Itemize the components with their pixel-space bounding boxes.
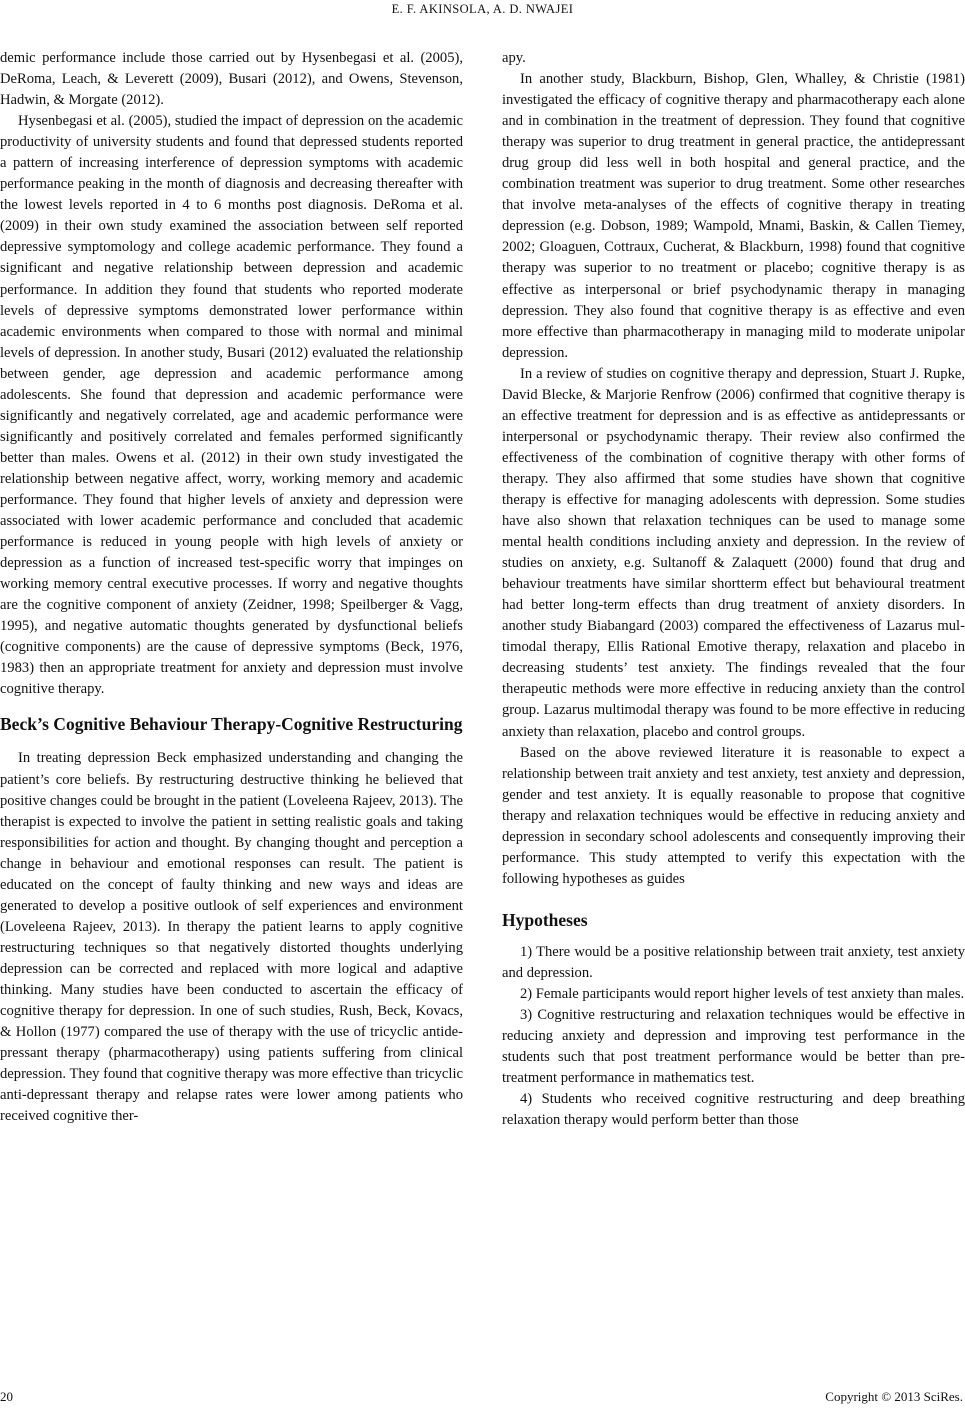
paragraph: Hysenbegasi et al. (2005), studied the impact of depression on the academic productivity of university students and found that depressed students reported a pattern of increasing interference of depression symptoms with academic performance peaking in the month of diagnosis and decreasing thereafter with the lowest levels reported in 4 to 6 months post diagnosis. DeRoma et al. (2009) in their own study examined the association between self reported depressive symptomology and college academic performance. They found a significant and negative relationship between depression and academic performance. In addition they found that students who reported moderate levels of depressive symptoms demonstrated lower performance within academic environments when compared to those with normal and minimal levels of depression. In another study, Busari (2012) evaluated the relationship between gender, age depression and academic performance among adolescents. She found that depression and academic performance were significantly and negatively correlated, age and academic performance were significantly and positively correlated and females performed significantly better than males. Owens et al. (2012) in their own study investigated the relationship between negative affect, worry, working memory and academic performance. They found that higher levels of anxiety and depression were associated with lower academic performance and concluded that academic performance is reduced in young people with high levels of anxiety or depression as a function of increased test-specific worry that impinges on working memory central executive processes. If worry and negative thoughts are the cognitive component of anxiety (Zeidner, 1998; Speilberger & Vagg, 1995), and negative automatic thoughts generated by dysfunctional beliefs (cognitive components) are the cause of depressive symptoms (Beck, 1976, 1983) then an appropriate treatment for anxiety and depression must involve cognitive therapy. <box>0 113 463 698</box>
paragraph: In another study, Blackburn, Bishop, Glen, Whalley, & Christie (1981) investigated the efficacy of cognitive therapy and pharmacotherapy each alone and in combination in the treatment of depression. They found that cognitive therapy was superior to drug treatment in general practice, the antidepressant drug group did less well in both hospital and general practice, and the combination treatment was superior to drug treatment. Some other researches that involve meta-analyses of the effects of cognitive therapy in treating depression (e.g. Dobson, 1989; Wampold, Mnami, Baskin, & Callen Tiemey, 2002; Gloaguen, Cottraux, Cucherat, & Blackburn, 1998) found that cognitive therapy was superior to no treatment or placebo; cognitive therapy is as effective as interpersonal or brief psychodynamic therapy in managing depression. They also found that cognitive therapy is as effective and even more effective than pharmacotherapy in managing mild to moderate unipolar depression. <box>502 71 965 361</box>
hypothesis-item: 1) There would be a positive relationship between trait anxiety, test anxiety and depression. <box>502 943 965 981</box>
copyright-notice: Copyright © 2013 SciRes. <box>825 1389 963 1404</box>
page-number: 20 <box>0 1389 13 1404</box>
paragraph: In treating depression Beck emphasized understanding and changing the patient’s core beliefs. By restructuring destructive thinking he believed that positive changes could be brought in the patient (Loveleena Rajeev, 2013). The therapist is expected to involve the patient in setting realistic goals and taking responsibilities for action and thought. By changing thought and perception a change in behaviour and emotional responses can result. The patient is educated on the concept of faulty thinking and new ways and ideas are generated to develop a positive outlook of self experiences and environment (Loveleena Rajeev, 2013). In therapy the patient learns to apply cognitive restructuring techniques so that negatively distorted thoughts underlying depression can be corrected and replaced with more logical and adaptive thinking. Many studies have been conducted to ascertain the efficacy of cognitive therapy for depression. In one of such studies, Rush, Beck, Kovacs, & Hollon (1977) compared the use of therapy with the use of tricyclic antidepressant therapy (pharmacotherapy) using patients suffering from clinical depression. They found that cognitive therapy was more effective than tricyclic anti-depressant therapy and relapse rates were lower among patients who received cognitive ther- <box>0 750 463 1125</box>
hypothesis-item: 4) Students who received cognitive restructuring and deep breathing relaxation therapy would perform better than those <box>502 1091 965 1129</box>
section-heading: Hypotheses <box>502 909 588 930</box>
left-column <box>0 48 463 1127</box>
right-column <box>502 48 965 1131</box>
paragraph: demic performance include those carried out by Hysenbegasi et al. (2005), DeRoma, Leach, & Leverett (2009), Busari (2012), and Owens, Stevenson, Hadwin, & Morgate (2012). <box>0 50 463 109</box>
hypothesis-item: 2) Female participants would report higher levels of test anxiety than males. <box>520 985 965 1002</box>
paragraph: apy. <box>502 50 526 66</box>
running-head: E. F. AKINSOLA, A. D. NWAJEI <box>391 2 574 16</box>
hypothesis-item: 3) Cognitive restructuring and relaxation techniques would be effective in reducing anxiety and depression and improving test performance in the students such that post treatment performance would be better than pre-treatment performance in mathematics test. <box>502 1007 965 1087</box>
paragraph: In a review of studies on cognitive therapy and depression, Stuart J. Rupke, David Blecke, & Marjorie Renfrow (2006) confirmed that cognitive therapy is an effective treatment for depression and is as effective as antidepressants or interpersonal or psychodynamic therapy. Their review also confirmed the effectiveness of the combination of cognitive therapy with other forms of therapy. They also affirmed that some studies have shown that cognitive therapy is effective for managing adolescents with depression. Some studies have also shown that relaxation techniques can be used to manage some mental health conditions including anxiety and depression. In the review of studies on anxiety, e.g. Sultanoff & Zalaquett (2000) found that drug and behaviour treatments have similar shortterm effect but behavioural treatment had better long-term effects than drug treatment of anxiety disorders. In another study Biabangard (2003) compared the effectiveness of Lazarus multimodal therapy, Ellis Rational Emotive therapy, relaxation and placebo in decreasing students’ test anxiety. The findings revealed that the four therapeutic methods were more effective in reducing anxiety than the control group. Lazarus multimodal therapy was found to be more effective in reducing anxiety than relaxation, placebo and control groups. <box>502 365 965 740</box>
paragraph: Based on the above reviewed literature it is reasonable to expect a relationship between trait anxiety and test anxiety, test anxiety and depression, gender and test anxiety. It is equally reasonable to propose that cognitive therapy and relaxation techniques would be effective in reducing anxiety and depression in secondary school adolescents and consequently improving their performance. This study attempted to verify this expectation with the following hypotheses as guides <box>502 744 965 887</box>
section-heading: Beck’s Cognitive Behaviour Therapy-Cognitive Restructuring <box>0 714 463 735</box>
